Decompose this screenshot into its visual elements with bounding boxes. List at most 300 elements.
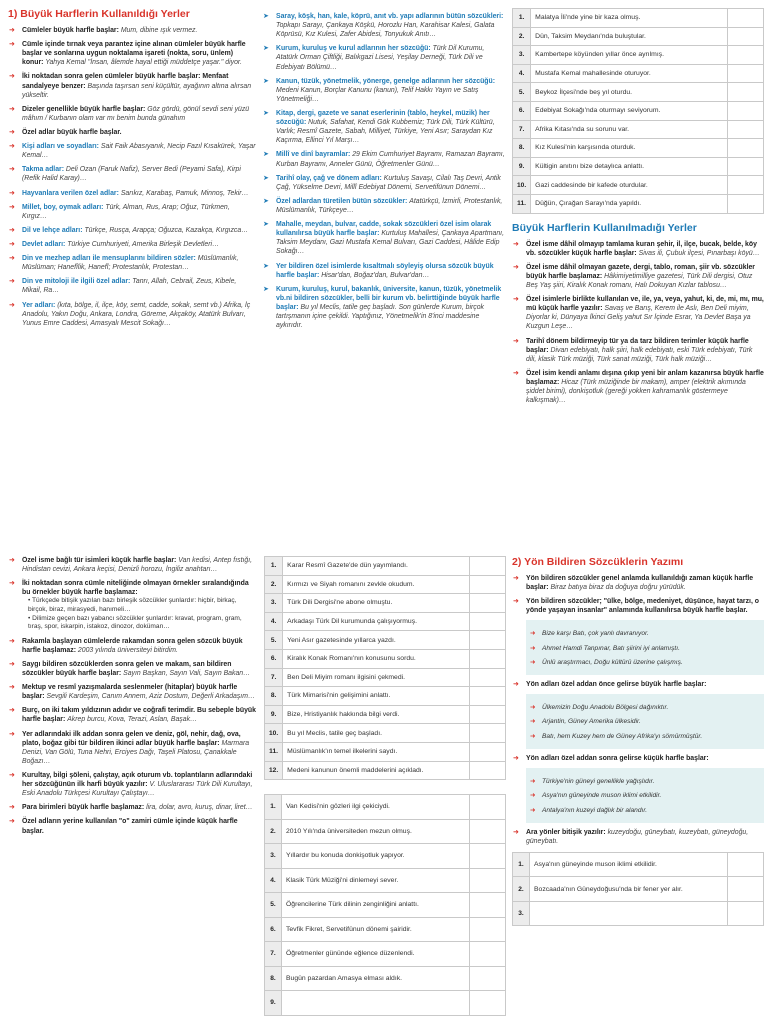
- panel-e: [264, 556, 506, 1024]
- arrow-icon: ➜: [9, 804, 15, 812]
- arrow-icon: ➜: [513, 575, 519, 582]
- table-row: [513, 9, 764, 28]
- table-row: [513, 64, 764, 83]
- rule-heading: Yer bildiren özel isimlerde kısaltmalı söyleyiş olursa sözcük büyük harfle başlar:: [276, 262, 494, 279]
- rule-heading: Mektup ve resmî yazışmalarda seslenmeler (hitaplar) büyük harfle başlar:: [22, 684, 238, 701]
- table-row: [265, 742, 506, 761]
- arrow-icon: ➜: [513, 337, 519, 345]
- arrow-icon: ➜: [9, 818, 15, 826]
- arrow-icon: ➜: [9, 278, 15, 286]
- rule-example: Müslümanlık, Müslüman; Hanefîlik, Hanefî; Protestanlık, Protestan…: [22, 255, 239, 272]
- rule-example: Yahya Kemal "İnsan, âlemde hayal ettiği müddetçe yaşar." diyor.: [45, 59, 242, 67]
- answer-cell[interactable]: [470, 844, 506, 869]
- example-text: Türkiye'nin güneyi genellikle yağışlıdır.: [542, 778, 655, 786]
- rule-item: [262, 285, 506, 331]
- rule-example: Türkiye Cumhuriyeti, Amerika Birleşik Devletleri…: [67, 240, 219, 248]
- arrow-icon: ➜: [513, 828, 519, 836]
- sub-example: • Türkçede bitişik yazılan bazı birleşik sözcükler şunlardır: hiçbir, birkaç, birçok, biraz, mirasyedi, hanımeli…: [28, 597, 237, 613]
- sentence-cell: Türk Mimarisi'nin gelişimini anlattı.: [283, 687, 470, 706]
- arrow-icon: ➜: [9, 143, 15, 151]
- rule-example: Başında taşırsan seni küçültür, ayağının altına alırsan yükseltir.: [22, 82, 252, 99]
- rule-example: Kurtuluş Mahallesi, Çankaya Apartmanı, Taksim Meydanı, Gazi Mustafa Kemal Bulvarı, Gazi Caddesi, Hâlide Edip Sokağı…: [276, 230, 505, 256]
- table-row: [265, 724, 506, 743]
- answer-cell[interactable]: [470, 724, 506, 743]
- row-number: 10.: [265, 724, 283, 743]
- row-number: 4.: [513, 64, 531, 83]
- rule-heading: Dil ve lehçe adları:: [22, 226, 83, 234]
- row-number: 11.: [265, 742, 283, 761]
- rule-example: Göz gördü, gönül sevdi seni yüzü mâhım / Kurbanın olam var mı benim bunda günahım: [22, 105, 250, 122]
- rule-heading: Burç, on iki takım yıldızının adıdır ve coğrafi terimdir. Bu sebeple büyük harfle başlar:: [22, 707, 256, 724]
- rule-heading: Özel isme dâhil olmayan gazete, dergi, tablo, roman, şiir vb. sözcükler büyük harfle başlamaz:: [526, 263, 755, 280]
- rule-item: ➜ Yön adları özel addan sonra gelirse küçük harfle başlar:: [513, 754, 709, 762]
- arrow-icon: ➜: [530, 718, 536, 726]
- rule-list: [262, 12, 506, 330]
- rule-example: Hicaz (Türk müziğinde bir makam), amper (elektrik akımında şiddet birimi), donkişotluk (gereği yokken kahramanlık göstermeye kalkışmak)…: [526, 378, 746, 405]
- table-row: [265, 631, 506, 650]
- rule-heading: Takma adlar:: [22, 166, 64, 174]
- rule-example: Deli Ozan (Faruk Nafiz), Server Bedi (Peyami Safa), Kirpi (Refik Halid Karay)…: [22, 166, 241, 183]
- answer-cell[interactable]: [728, 27, 764, 46]
- row-number: 2.: [513, 877, 530, 902]
- arrow-icon: ➤: [263, 221, 269, 229]
- table-row: [513, 157, 764, 176]
- arrow-icon: ➜: [9, 637, 15, 645]
- rule-heading: Özel adlar büyük harfle başlar.: [22, 128, 122, 136]
- rule-item: [8, 556, 256, 574]
- row-number: 3.: [265, 844, 282, 869]
- arrow-icon: ➜: [9, 128, 15, 136]
- rule-item: [8, 277, 256, 295]
- rule-heading: Cümleler büyük harfle başlar:: [22, 27, 119, 34]
- table-row: [265, 966, 506, 991]
- rule-heading: Kanun, tüzük, yönetmelik, yönerge, genelge adlarının her sözcüğü:: [276, 77, 496, 85]
- answer-cell[interactable]: [470, 594, 506, 613]
- answer-cell[interactable]: [728, 157, 764, 176]
- row-number: 11.: [513, 194, 531, 213]
- rule-example: (kıta, bölge, il, ilçe, köy, semt, cadde, sokak, semt vb.) Afrika, İç Anadolu, Yakın Doğu, Ankara, Londra, Göreme, Akçaköy, Atatürk Bulvarı, Yunus Emre Caddesi, Amasyalı Mescit Sokağı…: [22, 301, 251, 327]
- example-text: Antalya'nın kuzeyi dağlık bir alandır.: [542, 806, 648, 814]
- rule-example: Kurtuluş Savaşı, Cilalı Taş Devri, Antik Çağ, Yükselme Devri, Millî Edebiyat Dönemi, Servetifünun Dönemi…: [276, 174, 501, 191]
- answer-cell[interactable]: [470, 557, 506, 576]
- rule-heading: Din ve mezhep adları ile mensuplarını bildiren sözler:: [22, 255, 196, 263]
- rule-item: [262, 12, 506, 39]
- table-row: [513, 139, 764, 158]
- answer-cell[interactable]: [470, 705, 506, 724]
- arrow-icon: ➜: [9, 255, 15, 263]
- answer-cell[interactable]: [470, 687, 506, 706]
- sentence-cell: 2010 Yılı'nda üniversiteden mezun olmuş.: [282, 819, 470, 844]
- answer-cell[interactable]: [470, 942, 506, 967]
- table-row: [513, 901, 764, 926]
- rule-heading: Tarihî dönem bildirmeyip tür ya da tarz bildiren terimler küçük harfle başlar:: [526, 337, 749, 354]
- example-line: [530, 630, 760, 638]
- arrow-icon: ➜: [9, 730, 15, 738]
- rule-item: [8, 706, 256, 724]
- answer-cell[interactable]: [728, 9, 764, 28]
- row-number: 6.: [513, 101, 531, 120]
- row-number: 8.: [265, 687, 283, 706]
- answer-cell[interactable]: [728, 877, 764, 902]
- row-number: 5.: [513, 83, 531, 102]
- rule-example: 29 Ekim Cumhuriyet Bayramı, Ramazan Bayramı, Kurban Bayramı, Anneler Günü, Öğretmenler Günü…: [276, 151, 505, 168]
- rule-heading: Özel isme bağlı tür isimleri küçük harfle başlar:: [22, 557, 177, 564]
- rule-item: [262, 174, 506, 192]
- sentence-cell: Ben Deli Miyim romanı ilgisini çekmedi.: [283, 668, 470, 687]
- answer-cell[interactable]: [728, 46, 764, 65]
- arrow-icon: ➜: [530, 644, 536, 652]
- row-number: 6.: [265, 917, 282, 942]
- table-row: [513, 194, 764, 213]
- row-number: 8.: [265, 966, 282, 991]
- arrow-icon: ➜: [530, 704, 536, 712]
- example-text: Batı, hem Kuzey hem de Güney Afrika'yı sömürmüştür.: [542, 732, 703, 740]
- rule-heading: Kurum, kuruluş ve kurul adlarının her sözcüğü:: [276, 45, 431, 53]
- rule-heading: Özel isimlerle birlikte kullanılan ve, ile, ya, veya, yahut, ki, de, mi, mı, mu, mü küçük harfle yazılır:: [526, 296, 764, 313]
- example-box: [526, 620, 764, 675]
- rule-heading: Özel isme dâhil olmayıp tamlama kuran şehir, il, ilçe, bucak, belde, köy vb. sözcükler küçük harfle başlar:: [526, 240, 757, 257]
- sentence-cell: Yeni Asır gazetesinde yıllarca yazdı.: [283, 631, 470, 650]
- rule-item: [8, 240, 256, 249]
- answer-cell[interactable]: [728, 194, 764, 213]
- arrow-icon: ➜: [9, 203, 15, 211]
- rule-item: [262, 44, 506, 71]
- example-text: Ünlü araştırmacı, Doğu kültürü üzerine çalışmış.: [542, 658, 683, 666]
- answer-cell[interactable]: [470, 575, 506, 594]
- table-row: [265, 557, 506, 576]
- answer-cell[interactable]: [470, 742, 506, 761]
- sentence-cell: Müslümanlık'ın temel ilkelerini saydı.: [283, 742, 470, 761]
- table-row: [265, 917, 506, 942]
- arrow-icon: ➜: [9, 772, 15, 779]
- rule-item: [262, 109, 506, 145]
- row-number: 12.: [265, 761, 283, 780]
- answer-cell[interactable]: [470, 795, 506, 820]
- arrow-icon: ➤: [263, 285, 269, 293]
- answer-cell[interactable]: [470, 612, 506, 631]
- answer-cell[interactable]: [728, 101, 764, 120]
- row-number: 10.: [513, 176, 531, 195]
- row-number: 9.: [513, 157, 531, 176]
- rule-item: [8, 26, 256, 35]
- answer-cell[interactable]: [470, 668, 506, 687]
- rule-heading: Cümle içinde tırnak veya parantez içine alınan cümleler büyük harfle başlar ve sonlarına uygun noktalama işareti (nokta, soru, ünlem) konur:: [22, 41, 246, 67]
- table-row: [265, 668, 506, 687]
- rule-item: [8, 128, 256, 137]
- arrow-icon: ➜: [513, 240, 519, 248]
- rule-item: [8, 72, 256, 99]
- arrow-icon: ➜: [9, 41, 15, 49]
- example-line: [530, 704, 760, 712]
- arrow-icon: ➜: [513, 369, 519, 377]
- rule-item: [262, 220, 506, 256]
- answer-cell[interactable]: [470, 868, 506, 893]
- sentence-cell: Van Kedisi'nin gözleri ilgi çekiciydi.: [282, 795, 470, 820]
- rule-item: [512, 369, 764, 405]
- arrow-icon: ➜: [9, 73, 15, 81]
- table-row: [513, 27, 764, 46]
- sentence-cell: Kültigin anıtını bize detaylıca anlattı.: [531, 157, 728, 176]
- rule-item: [8, 189, 256, 198]
- arrow-icon: ➤: [263, 13, 269, 20]
- answer-cell[interactable]: [728, 852, 764, 877]
- rule-item: [8, 817, 256, 835]
- sentence-cell: Beykoz İlçesi'nde beş yıl oturdu.: [531, 83, 728, 102]
- rule-heading: Yer adlarındaki ilk addan sonra gelen ve deniz, göl, nehir, dağ, ova, plato, boğaz gibi tür bildiren ikinci adlar büyük harfle başlar:: [22, 730, 241, 747]
- arrow-icon: ➜: [9, 226, 15, 234]
- arrow-icon: ➜: [513, 598, 519, 606]
- sentence-cell: Mustafa Kemal mahallesinde oturuyor.: [531, 64, 728, 83]
- example-line: [530, 718, 760, 726]
- example-line: [530, 733, 760, 741]
- rule-heading: Dizeler genellikle büyük harfle başlar:: [22, 105, 146, 113]
- answer-cell[interactable]: [728, 120, 764, 139]
- arrow-icon: ➤: [263, 174, 269, 182]
- rule-example: Tanrı, Allah, Cebrail, Zeus, Kibele, Mikail, Ra…: [22, 278, 237, 295]
- rule-example: Hisar'dan, Boğaz'dan, Bulvar'dan…: [321, 271, 430, 279]
- rule-heading: Kişi adları ve soyadları:: [22, 143, 99, 151]
- rule-example: Sait Faik Abasıyanık, Necip Fazıl Kısakürek, Yaşar Kemal…: [22, 143, 256, 160]
- example-line: [530, 645, 760, 653]
- example-line: [530, 792, 760, 800]
- rule-list: [8, 556, 256, 836]
- arrow-icon: ➜: [9, 557, 15, 564]
- arrow-icon: ➜: [9, 580, 15, 588]
- example-line: [530, 778, 760, 786]
- answer-cell[interactable]: [470, 991, 506, 1016]
- answer-cell[interactable]: [470, 966, 506, 991]
- rule-item: [512, 263, 764, 290]
- table-row: [265, 649, 506, 668]
- answer-cell[interactable]: [728, 901, 764, 926]
- answer-cell[interactable]: [470, 819, 506, 844]
- row-number: 7.: [265, 668, 283, 687]
- rule-item: [8, 771, 256, 798]
- rule-item: ➜ Yön bildiren sözcükler genel anlamda kullanıldığı zaman küçük harfle başlar: Biraz batıya biraz da doğuya doğru yürüdük.: [513, 575, 754, 592]
- sentence-cell: Kırmızı ve Siyah romanını zevkle okudum.: [283, 575, 470, 594]
- rule-item: ➜ Yön adları özel addan önce gelirse büyük harfle başlar:: [513, 681, 707, 689]
- answer-cell[interactable]: [470, 649, 506, 668]
- table-row: [513, 101, 764, 120]
- arrow-icon: ➜: [9, 105, 15, 113]
- row-number: 1.: [513, 852, 530, 877]
- rule-example: Sivas ili, Çubuk ilçesi, Pınarbaşı köyü…: [638, 249, 760, 257]
- rule-item: [512, 295, 764, 331]
- arrow-icon: ➜: [9, 660, 15, 668]
- table-row: [265, 612, 506, 631]
- table-row: [265, 795, 506, 820]
- row-number: 2.: [513, 27, 531, 46]
- arrow-icon: ➜: [530, 658, 536, 666]
- sentence-cell: Bu yıl Meclis, tatile geç başladı.: [283, 724, 470, 743]
- rule-item: [8, 105, 256, 123]
- arrow-icon: ➜: [530, 806, 536, 814]
- rule-heading: Özel adlardan türetilen bütün sözcükler:: [276, 197, 408, 205]
- arrow-icon: ➤: [263, 77, 269, 85]
- rule-heading: Millî ve dinî bayramlar:: [276, 151, 351, 159]
- arrow-icon: ➤: [263, 262, 269, 270]
- sentence-cell: Arkadaşı Türk Dil kurumunda çalışıyormuş.: [283, 612, 470, 631]
- arrow-icon: ➤: [263, 151, 269, 159]
- answer-cell[interactable]: [470, 631, 506, 650]
- table-row: [265, 575, 506, 594]
- rule-item: [8, 142, 256, 160]
- table-row: [513, 877, 764, 902]
- row-number: 9.: [265, 991, 282, 1016]
- table-row: [265, 991, 506, 1016]
- sentence-cell: Afrika Kıtası'nda su sorunu var.: [531, 120, 728, 139]
- sentence-cell: Karar Resmî Gazete'de dün yayımlandı.: [283, 557, 470, 576]
- table-row: [265, 761, 506, 780]
- table-row: [265, 942, 506, 967]
- table-row: [513, 176, 764, 195]
- rule-list: [512, 240, 764, 406]
- sentence-cell: Tevfik Fikret, Servetifünun dönemi şairidir.: [282, 917, 470, 942]
- sentence-cell: Dün, Taksim Meydanı'nda buluştular.: [531, 27, 728, 46]
- sentence-cell: Kız Kulesi'nin karşısında oturduk.: [531, 139, 728, 158]
- rule-item: ➜ Yön bildiren sözcükler; "ülke, bölge, medeniyet, düşünce, hayat tarzı, o yönde yaşayan insanlar" anlamında kullanılırsa büyük harfle başlar.: [513, 598, 760, 615]
- answer-cell[interactable]: [470, 917, 506, 942]
- sentence-cell: Bugün pazardan Amasya elması aldık.: [282, 966, 470, 991]
- rule-example: Atatürkçü, İzmirli, Protestanlık, Müslümanlık, Türkçeye…: [276, 197, 503, 214]
- answer-cell[interactable]: [728, 64, 764, 83]
- sentence-cell: Öğrencilerine Türk dilinin zenginliğini anlattı.: [282, 893, 470, 918]
- exercise-table: [264, 794, 506, 1016]
- rule-item: [8, 40, 256, 67]
- rule-item: [512, 337, 764, 364]
- rule-item: [8, 579, 256, 631]
- sentence-cell: Gazi caddesinde bir kafede oturdular.: [531, 176, 728, 195]
- arrow-icon: ➤: [263, 197, 269, 205]
- section-title: 1) Büyük Harflerin Kullanıldığı Yerler: [8, 8, 190, 20]
- row-number: 4.: [265, 868, 282, 893]
- rule-item: [8, 803, 256, 812]
- rule-example: Bu yıl Meclis, tatile geç başladı. Son günlerde Kurum, birçok tartışmanın içine çekildi. Yaptığınız, Yönetmelik'in 8'inci maddesine aykırıdır.: [276, 303, 484, 330]
- example-box: [526, 768, 764, 823]
- rule-heading: Özel adların yerine kullanılan "o" zamiri cümle içinde küçük harfle başlar.: [22, 818, 238, 835]
- row-number: 5.: [265, 631, 283, 650]
- arrow-icon: ➜: [513, 681, 519, 689]
- sentence-cell: Türk Dili Dergisi'ne abone olmuştu.: [283, 594, 470, 613]
- rule-heading: Rakamla başlayan cümlelerde rakamdan sonra gelen sözcük büyük harfle başlamaz:: [22, 637, 243, 654]
- arrow-icon: ➤: [263, 45, 269, 53]
- answer-cell[interactable]: [470, 893, 506, 918]
- rule-example: Nutuk, Safahat, Kendi Gök Kubbemiz; Türk Dili, Türk Kültürü, Varlık; Resmî Gazete, Sabah, Milliyet, Türkiye, Yeni Asır; Saraydan Kız Kaçırma, Ellinci Yıl Marşı…: [276, 119, 495, 145]
- row-number: 6.: [265, 649, 283, 668]
- arrow-icon: ➜: [530, 778, 536, 786]
- panel-b: [262, 12, 506, 528]
- row-number: 1.: [265, 557, 283, 576]
- rule-heading: Özel isim kendi anlamı dışına çıkıp yeni bir anlam kazanırsa büyük harfle başlamaz:: [526, 369, 764, 386]
- table-row: [513, 83, 764, 102]
- sentence-cell: Malatya İli'nde yine bir kaza olmuş.: [531, 9, 728, 28]
- sentence-cell: Kambertepe köyünden yıllar önce ayrılmış.: [531, 46, 728, 65]
- example-line: [530, 659, 760, 667]
- example-line: [530, 807, 760, 815]
- rule-list: [8, 26, 256, 328]
- rule-item: [8, 165, 256, 183]
- rule-example: V. Uluslararası Türk Dili Kurultayı, Eski Anadolu Türkçesi Kurultayı Çalıştayı…: [22, 781, 253, 798]
- row-number: 3.: [265, 594, 283, 613]
- exercise-table: [264, 556, 506, 780]
- exercise-table: [512, 852, 764, 927]
- arrow-icon: ➤: [263, 109, 269, 117]
- sentence-cell: Klasik Türk Müziği'ni dinlemeyi sever.: [282, 868, 470, 893]
- sentence-cell: Kiralık Konak Romanı'nın konusunu sordu.: [283, 649, 470, 668]
- rule-example: Savaş ve Barış, Kerem ile Aslı, Ben Deli miyim, Diyorlar ki, Dünyaya İkinci Geliş yahut Sır İçinde Esrar, Ya Devlet Başa ya Kuzgun Leşe…: [526, 305, 751, 331]
- rule-example: Sayın Başkan, Sayın Vali, Sayın Bakan…: [123, 670, 251, 678]
- rule-heading: Devlet adları:: [22, 240, 66, 248]
- table-row: [265, 594, 506, 613]
- rule-item: [8, 203, 256, 221]
- row-number: 2.: [265, 575, 283, 594]
- rule-item: [8, 637, 256, 655]
- sentence-cell: Bozcaada'nın Güneydoğusu'nda bir fener yer alır.: [530, 877, 728, 902]
- sentence-cell: [282, 991, 470, 1016]
- answer-cell[interactable]: [728, 83, 764, 102]
- answer-cell[interactable]: [728, 139, 764, 158]
- panel-d: [8, 556, 256, 1024]
- rule-heading: Yer adları:: [22, 301, 56, 309]
- rule-example: Marmara Denizi, Van Gölü, Tuna Nehri, Erciyes Dağı, Taşeli Platosu, Çanakkale Boğazı…: [22, 739, 250, 765]
- rule-example: Mum, dibine ışık vermez.: [120, 27, 198, 34]
- arrow-icon: ➜: [530, 732, 536, 740]
- row-number: 9.: [265, 705, 283, 724]
- rule-heading: Kurultay, bilgi şöleni, çalıştay, açık oturum vb. toplantıların adlarındaki her sözcüğünün ilk harfi büyük yazılır:: [22, 772, 253, 789]
- rule-heading: Hayvanlara verilen özel adlar:: [22, 189, 119, 197]
- rule-heading: Din ve mitoloji ile ilgili özel adlar:: [22, 278, 131, 286]
- rule-item: [262, 262, 506, 280]
- sentence-cell: Öğretmenler gününde eğlence düzenlendi.: [282, 942, 470, 967]
- rule-item: [8, 301, 256, 328]
- arrow-icon: ➜: [9, 189, 15, 197]
- row-number: 8.: [513, 139, 531, 158]
- row-number: 1.: [265, 795, 282, 820]
- row-number: 3.: [513, 46, 531, 65]
- row-number: 1.: [513, 9, 531, 28]
- rule-example: 2003 yılında üniversiteyi bitirdim.: [77, 646, 178, 654]
- answer-cell[interactable]: [470, 761, 506, 780]
- row-number: 4.: [265, 612, 283, 631]
- rule-heading: Mahalle, meydan, bulvar, cadde, sokak sözcükleri özel isim olarak kullanılırsa büyük harfle başlar:: [276, 221, 492, 238]
- rule-heading: Kitap, dergi, gazete ve sanat eserlerinin (tablo, heykel, müzik) her sözcüğü:: [276, 109, 490, 127]
- rule-heading: Kurum, kuruluş, kurul, bakanlık, üniversite, kanun, tüzük, yönetmelik vb.ni bildiren sözcükler, belli bir kurum vb. belirttiğinde büyük harfle başlar:: [276, 285, 502, 311]
- arrow-icon: ➜: [9, 240, 15, 248]
- rule-example: Türk Dil Kurumu, Atatürk Orman Çiftliği, Balıkgazi Lisesi, Yeşilay Derneği, Türk Dili ve Edebiyatı Bölümü…: [276, 45, 485, 71]
- rule-example: Sevgili Kardeşim, Canım Annem, Aziz Dostum, Değerli Arkadaşım…: [46, 693, 255, 701]
- section-title: 2) Yön Bildiren Sözcüklerin Yazımı: [512, 556, 684, 568]
- rule-example: Türk, Alman, Rus, Arap; Oğuz, Türkmen, Kırgız…: [22, 203, 230, 220]
- rule-example: Akrep burcu, Kova, Terazi, Aslan, Başak…: [67, 716, 197, 724]
- rule-item: [8, 226, 256, 235]
- sentence-cell: Medeni kanunun önemli maddelerini açıkladı.: [283, 761, 470, 780]
- arrow-icon: ➜: [513, 263, 519, 271]
- rule-heading: Tarihî olay, çağ ve dönem adları:: [276, 174, 382, 182]
- example-text: Ahmet Hamdi Tanpınar, Batı şiirini iyi anlamıştı.: [542, 644, 680, 652]
- rule-item: [8, 730, 256, 766]
- rule-example: Topkapı Sarayı, Çankaya Köşkü, Horozlu Han, Karahisar Kalesi, Galata Köprüsü, Kız Kulesi, Zafer Abidesi, Tonyukuk Anıtı…: [276, 22, 495, 39]
- table-row: [265, 687, 506, 706]
- arrow-icon: ➜: [9, 684, 15, 692]
- rule-example: Türkçe, Rusça, Arapça; Oğuzca, Kazakça, Kırgızca…: [84, 226, 249, 234]
- answer-cell[interactable]: [728, 176, 764, 195]
- table-row: [265, 844, 506, 869]
- example-text: Ülkemizin Doğu Anadolu Bölgesi dağınıktır.: [542, 704, 669, 712]
- rule-heading: İki noktadan sonra gelen cümleler büyük harfle başlar: Menfaat sandalyeye benzer:: [22, 73, 229, 90]
- sub-example: • Dilimize geçen bazı yabancı sözcükler şunlardır: kravat, program, gram, tıraş, spor, iskarpin, istakoz, dinozor, doküman…: [28, 614, 242, 631]
- table-row: [513, 46, 764, 65]
- sentence-cell: [530, 901, 728, 926]
